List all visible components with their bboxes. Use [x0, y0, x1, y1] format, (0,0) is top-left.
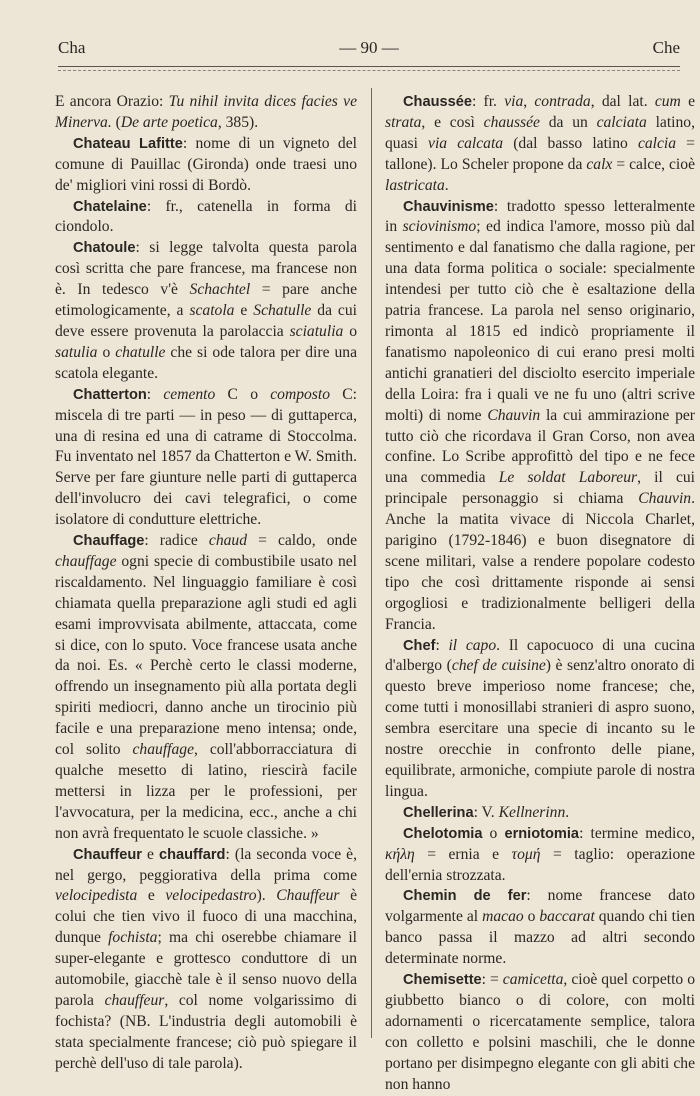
entry-headword: Chatoule: [73, 240, 136, 257]
column-divider: [371, 88, 372, 1038]
entry-text: e: [680, 93, 695, 110]
dictionary-entry: [55, 197, 357, 239]
italic-term: velocipedastro: [165, 887, 257, 905]
entry-text: ogni specie di combustibile usato nel riscaldamento. Nel linguaggio familiare è così chiamata quella preparazione agli studi ed agli esami improvvisata abilmente, attaccata, come si dice, con lo sputo. Voce francese usata anche da noi. Es. « Perchè certo le classi moderne, offrendo un insegnamento più alla portata degli spiriti mediocri, danno anche un tirocinio più facile e una preparazione meno intensa; onde, col solito: [55, 552, 357, 759]
entry-text: = ernia e: [414, 845, 512, 863]
entry-text: , e così: [421, 113, 484, 131]
entry-text: = calce, cioè: [612, 155, 695, 173]
entry-text: : radice: [144, 532, 209, 550]
entry-text: è colui che tien vivo il fuoco di una macchina, dunque: [55, 887, 357, 947]
entry-text: ,: [523, 93, 535, 110]
italic-term: strata: [385, 113, 422, 131]
entry-text: latino, quasi: [385, 113, 695, 152]
entry-text: ).: [256, 887, 277, 905]
entry-headword: erniotomia: [504, 825, 580, 842]
entry-text: , il cui principale personaggio si chiama: [385, 469, 695, 508]
entry-text: : (la seconda voce è, nel gergo, peggiorativa della prima come: [55, 845, 358, 884]
dictionary-entry: [55, 238, 357, 384]
entry-headword: Chelotomia: [403, 825, 483, 842]
entry-headword: Chateau Lafitte: [73, 135, 183, 152]
italic-term: contrada: [534, 93, 591, 110]
italic-term: chauffage: [55, 552, 117, 570]
entry-text: : fr., catenella in forma di ciondolo.: [55, 197, 357, 236]
entry-text: = tallone). Lo Scheler propone da: [385, 134, 695, 173]
italic-term: velocipedista: [55, 887, 138, 905]
right-column: [385, 92, 695, 1096]
entry-text: = caldo, onde: [247, 532, 358, 550]
dictionary-entry: [55, 92, 357, 134]
italic-term: composto: [270, 385, 331, 403]
dictionary-entry: [385, 197, 695, 636]
italic-term: via: [504, 93, 524, 110]
entry-headword: Chellerina: [403, 804, 474, 821]
italic-term: fochista: [108, 929, 158, 947]
entry-text: C: miscela di tre parti — in peso — di guttaperca, una di resina ed una di catrame di Stoccolma. Fu inventato nel 1857 da Chatterton e W. Smith. Serve per fare giunture nelle parti di guttaperca dell'involucro dei cavi telegrafici, o come isolatore di condutture elettriche.: [55, 385, 357, 529]
entry-text: = pare anche etimologicamente, a: [55, 281, 357, 320]
italic-term: Chauffeur: [276, 887, 340, 905]
italic-term: chauffage: [132, 741, 195, 759]
dictionary-entry: [385, 803, 695, 824]
entry-headword: Chatterton: [73, 386, 147, 403]
entry-text: : tradotto spesso letteralmente in: [385, 197, 695, 236]
dictionary-entry: [385, 636, 695, 803]
dictionary-entry: [385, 970, 695, 1095]
entry-text: : termine medico,: [579, 824, 695, 842]
italic-term: Kellnerinn: [498, 803, 566, 821]
entry-text: , coll'abborracciatura di qualche mesetto di latino, riescirà facile mettersi in lizza per le professioni, per l'avvocatura, per la medicina, ecc., anche a chi non avrà frequentato le scuole classiche. »: [55, 741, 357, 842]
entry-text: che si ode talora per dire una scatola elegante.: [55, 343, 357, 382]
entry-text: , dal lat.: [590, 93, 655, 110]
entry-text: C o: [215, 385, 271, 403]
entry-text: :: [435, 636, 449, 654]
entry-text: . Il capocuoco di una cucina d'albergo (: [385, 636, 695, 675]
left-column: [55, 92, 357, 1075]
entry-text: o: [482, 824, 505, 842]
italic-term: Schatulle: [253, 302, 312, 320]
italic-term: τομή: [511, 845, 541, 863]
entry-text: : V.: [473, 803, 499, 821]
italic-term: κήλη: [385, 845, 415, 863]
entry-text: o: [343, 322, 358, 340]
entry-headword: Chemisette: [403, 972, 482, 989]
dictionary-entry: [55, 845, 357, 1075]
entry-headword: chauffard: [158, 846, 226, 863]
dictionary-entry: [385, 824, 695, 887]
page-number: — 90 —: [339, 38, 399, 57]
italic-term: camicetta: [502, 971, 564, 989]
dictionary-entry: [55, 531, 357, 845]
italic-term: il capo: [448, 636, 497, 654]
entry-text: .: [444, 176, 449, 194]
italic-term: chef de cuisine: [451, 657, 546, 675]
entry-text: = taglio: operazione dell'ernia strozzata.: [385, 845, 695, 884]
entry-text: e: [137, 887, 166, 905]
entry-text: e: [141, 845, 159, 863]
entry-text: E ancora Orazio:: [55, 93, 169, 110]
italic-term: chatulle: [115, 343, 166, 361]
entry-headword: Chauffeur: [73, 846, 142, 863]
italic-term: cum: [654, 93, 681, 110]
entry-text: quando chi tien banco passa il mazzo ad altri secondo determinate norme.: [385, 908, 695, 968]
header-right-guideword: Che: [652, 38, 680, 57]
italic-term: sciatulia: [289, 322, 344, 340]
entry-headword: Chemin de fer: [403, 888, 527, 905]
italic-term: lastricata: [385, 176, 445, 194]
italic-term: Tu nihil invita dices facies ve Minerva.: [55, 93, 357, 131]
entry-text: :: [146, 385, 164, 403]
italic-term: scatola: [189, 302, 235, 320]
entry-headword: Chauvinisme: [403, 198, 494, 215]
entry-text: : nome francese dato volgarmente al: [385, 887, 695, 926]
italic-term: Chauvin: [638, 490, 692, 508]
entry-text: o: [97, 343, 116, 361]
entry-headword: Chatelaine: [73, 198, 147, 215]
italic-term: De arte poetica: [120, 113, 218, 131]
entry-text: , 385).: [217, 113, 259, 131]
entry-text: (: [111, 113, 121, 131]
entry-headword: Chaussée: [403, 94, 472, 110]
entry-text: ) è senz'altro onorato di questo breve imperioso nome francese; che, come tutti i monosillabi stranieri di aspro suono, sembra esercitare una specie di incanto su le nostre orecchie in confronto delle piane, equilibrate, armoniche, compiute parole di nostra lingua.: [385, 657, 695, 800]
dictionary-entry: [385, 92, 695, 197]
italic-term: Schachtel: [189, 281, 251, 299]
italic-term: cemento: [163, 385, 216, 403]
entry-text: : nome di un vigneto del comune di Pauillac (Gironda) onde traesi uno de' migliori vini rossi di Bordò.: [55, 134, 357, 194]
italic-term: calx: [586, 155, 613, 173]
entry-text: la cui ammirazione per tutto ciò che ricordava il Gran Corso, non avea confine. Lo Scribe approfittò del tipo e ne fece una commedia: [385, 406, 695, 487]
entry-text: da cui deve essere provenuta la parolaccia: [55, 302, 357, 340]
italic-term: calciata: [596, 113, 647, 131]
italic-term: chaussée: [483, 113, 540, 131]
header-rule: [58, 66, 680, 67]
entry-text: .: [565, 803, 570, 821]
dictionary-entry: [55, 385, 357, 531]
italic-term: macao: [482, 908, 524, 926]
entry-text: ; ma chi oserebbe chiamare il super-elegante e grottesco conduttore di un automobile, giacchè tale è il senso nuovo della parola: [55, 929, 357, 1009]
italic-term: chaud: [208, 532, 248, 550]
entry-text: ; ed indica l'amore, mosso più dal sentimento e dal fanatismo che dalla ragione, per una data forma politica o sociale: specialmente intendesi per tutto ciò che è esaltazione della patria francese. La parola nel senso originario, rimonta al 1815 ed indicò propriamente il fanatismo napoleonico di cui erano presi molti antichi granatieri del disciolto esercito imperiale della Loira: fra i quali ve ne fu uno (altri scrive molti) di nome: [385, 218, 695, 424]
italic-term: satulia: [55, 343, 98, 361]
italic-term: baccarat: [539, 908, 595, 926]
entry-text: , cioè quel corpetto o giubbetto bianco o di colore, con molti adornamenti o ricercatamente semplice, talora con colletto e polsini maschili, che le donne portano per disimpegno elegante con gli abiti che non hanno: [385, 971, 695, 1093]
entry-text: : =: [481, 971, 503, 989]
entry-headword: Chauffage: [73, 533, 145, 550]
header-left-guideword: Cha: [58, 38, 86, 57]
header-rule-dashed: [58, 70, 680, 71]
entry-text: . Anche la matita vivace di Niccola Charlet, parigino (1792-1846) e buon disegnatore di scene militari, valse a rendere popolare codesto tipo che così drittamente risponde ai sensi orgogliosi e tradizionalmente belligeri della Francia.: [385, 490, 695, 633]
entry-headword: Chef: [403, 637, 436, 654]
page-header: [58, 38, 680, 64]
entry-text: da un: [539, 113, 597, 131]
italic-term: via calcata: [428, 134, 504, 152]
italic-term: Chauvin: [487, 406, 541, 424]
dictionary-entry: [385, 886, 695, 970]
entry-text: : si legge talvolta questa parola così scritta che pare francese, ma francese non è. In tedesco v'è: [55, 239, 357, 299]
entry-text: : fr.: [471, 93, 505, 110]
italic-term: calcia: [637, 134, 677, 152]
entry-text: o: [523, 908, 540, 926]
italic-term: chauffeur: [104, 991, 165, 1009]
dictionary-entry: [55, 134, 357, 197]
entry-text: e: [234, 302, 254, 320]
entry-text: , col nome volgarissimo di fochista? (NB. L'industria degli automobili è stata specialmente francese; ciò può spiegare il perchè dell'uso di tale parola).: [55, 991, 357, 1072]
entry-text: (dal basso latino: [503, 134, 638, 152]
italic-term: sciovinismo: [402, 218, 477, 236]
italic-term: Le soldat Laboreur: [498, 469, 638, 487]
